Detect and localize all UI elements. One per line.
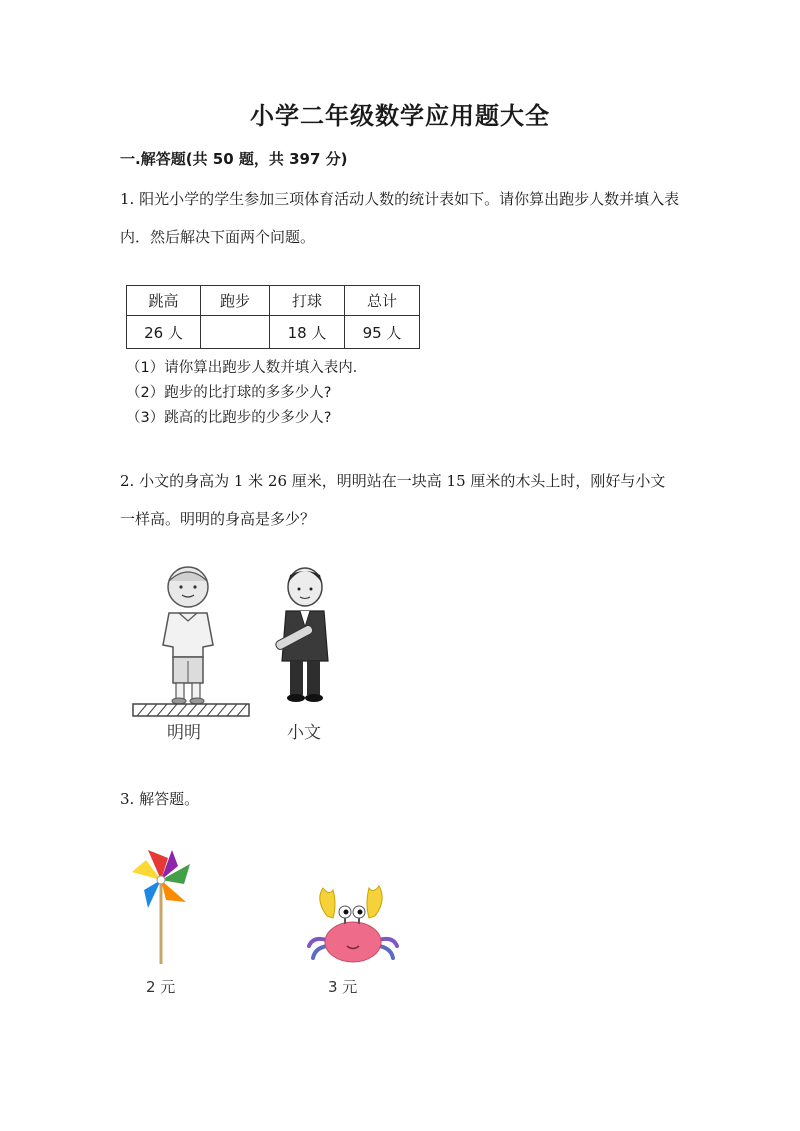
sub-question-2: （2）跑步的比打球的多多少人?	[126, 385, 332, 401]
section-heading: 一.解答题(共 50 题，共 397 分)	[120, 150, 348, 168]
sub-question-1: （1）请你算出跑步人数并填入表内．	[126, 360, 368, 376]
table-header-cell: 跑步	[201, 286, 270, 316]
question-1-text: 1. 阳光小学的学生参加三项体育活动人数的统计表如下。请你算出跑步人数并填入表内．然后解决下面两个问题。	[120, 190, 680, 246]
label-mingming: 明明	[167, 723, 201, 743]
boy-on-board-illustration	[133, 565, 253, 725]
table-header-cell: 总计	[345, 286, 420, 316]
crab-toy-illustration	[305, 880, 405, 970]
table-cell: 26 人	[127, 316, 201, 349]
question-3-text: 3. 解答题。	[120, 790, 200, 808]
table-header-cell: 打球	[270, 286, 345, 316]
boy-in-suit-illustration	[272, 565, 342, 715]
question-2-text: 2. 小文的身高为 1 米 26 厘米，明明站在一块高 15 厘米的木头上时，刚好与小文一样高。明明的身高是多少？	[120, 472, 666, 528]
sports-table	[126, 285, 420, 349]
pinwheel-illustration	[128, 846, 198, 966]
table-header-cell: 跳高	[127, 286, 201, 316]
label-xiaowen: 小文	[287, 723, 321, 743]
table-row	[127, 316, 420, 349]
page-title: 小学二年级数学应用题大全	[250, 101, 550, 130]
price-crab: 3 元	[328, 978, 358, 996]
price-pinwheel: 2 元	[146, 978, 176, 996]
table-cell: 18 人	[270, 316, 345, 349]
table-cell-blank[interactable]	[201, 316, 270, 349]
table-cell: 95 人	[345, 316, 420, 349]
sub-question-3: （3）跳高的比跑步的少多少人?	[126, 410, 332, 426]
table-header-row	[127, 286, 420, 316]
